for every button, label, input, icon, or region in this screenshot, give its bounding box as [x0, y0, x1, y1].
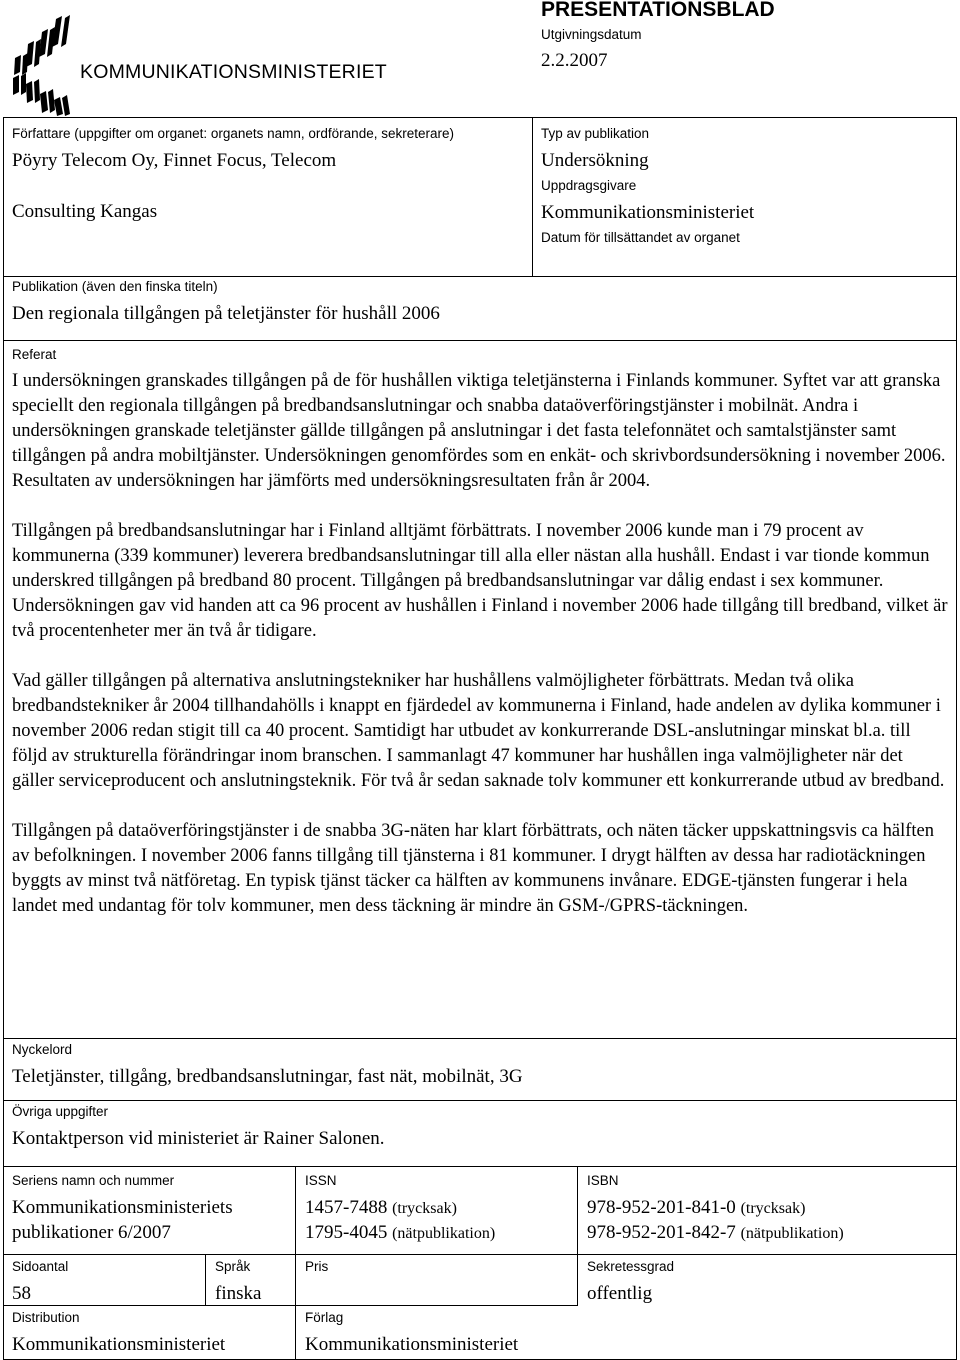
divider-pages	[3, 1254, 957, 1255]
issue-date-label: Utgivningsdatum	[541, 27, 642, 42]
isbn-label: ISBN	[587, 1173, 619, 1188]
isbn-print	[587, 1195, 805, 1221]
divider-publisher	[295, 1305, 577, 1306]
publisher-value: Kommunikationsministeriet	[305, 1334, 519, 1355]
keywords-value: Teletjänster, tillgång, bredbandsanslutningar, fast nät, mobilnät, 3G	[12, 1066, 523, 1087]
commissioner-label: Uppdragsgivare	[541, 178, 637, 193]
other-info-label: Övriga uppgifter	[12, 1104, 109, 1119]
document-type-title: PRESENTATIONSBLAD	[541, 0, 775, 21]
series-line-2: publikationer 6/2007	[12, 1222, 171, 1243]
commissioner-value: Kommunikationsministeriet	[541, 202, 755, 223]
language-label: Språk	[215, 1259, 251, 1274]
isbn-web-number: 978-952-201-842-7	[587, 1222, 736, 1243]
isbn-web	[587, 1220, 844, 1246]
confidentiality-value: offentlig	[587, 1283, 653, 1304]
abstract-body	[12, 369, 948, 944]
abstract-paragraph-1: I undersökningen granskades tillgången på de för hushållen viktiga teletjänsterna i Finlands kommuner. Syftet var att granska speciellt den regionala tillgången på bredbandsanslutningar och snabba dataöverföringstjänster i mobilnät. Andra i undersökningen granskade teletjänster gällde tillgången på anslutningar i det fasta telefonnätet och samtalstjänster samt tillgången på andra mobiltjänster. Undersökningen genomfördes som en enkät- och skrivbordsundersökning i november 2006. Resultaten av undersökningen har jämförts med undersökningsresultaten från år 2004.	[12, 371, 946, 491]
authors-line-2: Consulting Kangas	[12, 201, 158, 222]
divider-other	[3, 1100, 957, 1101]
issn-print	[305, 1195, 457, 1221]
publication-label: Publikation (även den finska titeln)	[12, 279, 218, 294]
pages-label: Sidoantal	[12, 1259, 69, 1274]
divider-series	[3, 1166, 957, 1167]
col-divider-language	[205, 1254, 206, 1305]
isbn-print-note: (trycksak)	[740, 1200, 806, 1217]
abstract-paragraph-2: Tillgången på bredbandsanslutningar har i Finland alltjämt förbättrats. I november 2006 kunde man i 79 procent av kommunerna (339 kommuner) leverera bredbandsanslutningar till alla eller nästan alla hushåll. Endast i var tionde kommun underskred tillgången på bredband 80 procent. Tillgången på bredbandsanslutningar var dålig endast i sex kommuner. Undersökningen gav vid handen att ca 96 procent av hushållen i Finland i november 2006 hade tillgång till bredband, vilket är två procentenheter mer än två år tidigare.	[12, 521, 948, 641]
series-label: Seriens namn och nummer	[12, 1173, 175, 1188]
publisher-label: Förlag	[305, 1310, 344, 1325]
distribution-value: Kommunikationsministeriet	[12, 1334, 226, 1355]
issue-date-value: 2.2.2007	[541, 50, 608, 71]
isbn-print-number: 978-952-201-841-0	[587, 1197, 736, 1218]
series-line-1: Kommunikationsministeriets	[12, 1197, 233, 1218]
col-divider-2	[577, 1166, 578, 1306]
ministry-logo-icon	[10, 14, 76, 116]
distribution-label: Distribution	[12, 1310, 80, 1325]
abstract-label: Referat	[12, 347, 57, 362]
other-info-value: Kontaktperson vid ministeriet är Rainer Salonen.	[12, 1128, 385, 1149]
abstract-paragraph-3: Vad gäller tillgången på alternativa anslutningstekniker har hushållens valmöjligheter förbättrats. Medan två olika bredbandstekniker år 2004 tillhandahölls i knappt en fjärdedel av kommunerna i Finland, hade andelen av dylika kommuner i november 2006 redan stigit till ca 40 procent. Samtidigt har utbudet av konkurrerande DSL-anslutningar minskat bl.a. till följd av strukturella förändringar inom branschen. I sammanlagt 47 kommuner har hushållen inga valmöjligheter när det gäller serviceproducent och anslutningsteknik. För två år sedan saknade tolv kommuner ett konkurrerande utbud av bredband.	[12, 671, 945, 791]
issn-web	[305, 1220, 495, 1246]
publication-type-value: Undersökning	[541, 150, 649, 171]
appointment-date-label: Datum för tillsättandet av organet	[541, 230, 740, 245]
pages-value: 58	[12, 1283, 31, 1304]
issn-print-number: 1457-7488	[305, 1197, 388, 1218]
keywords-label: Nyckelord	[12, 1042, 73, 1057]
ministry-name: KOMMUNIKATIONSMINISTERIET	[80, 61, 387, 83]
col-divider-1	[295, 1166, 296, 1360]
issn-web-number: 1795-4045	[305, 1222, 388, 1243]
issn-label: ISSN	[305, 1173, 337, 1188]
language-value: finska	[215, 1283, 262, 1304]
abstract-paragraph-4: Tillgången på dataöverföringstjänster i de snabba 3G-näten har klart förbättrats, och näten täcker uppskattningsvis ca hälften av befolkningen. I november 2006 fanns tillgång till tjänsterna i 81 kommuner. I drygt hälften av dessa har radiotäckningen byggts av minst två nätföretag. En typisk tjänst täcker ca hälften av kommunens invånare. EDGE-tjänsten fungerar i hela landet med undantag för tolv kommuner, men dess täckning är mindre än GSM-/GPRS-täckningen.	[12, 821, 934, 916]
divider-abstract	[3, 340, 957, 341]
authors-label: Författare (uppgifter om organet: organets namn, ordförande, sekreterare)	[12, 126, 454, 141]
issn-web-note: (nätpublikation)	[392, 1225, 496, 1242]
publication-title: Den regionala tillgången på teletjänster för hushåll 2006	[12, 303, 440, 324]
isbn-web-note: (nätpublikation)	[740, 1225, 844, 1242]
divider-keywords	[3, 1038, 957, 1039]
confidentiality-label: Sekretessgrad	[587, 1259, 675, 1274]
publication-type-label: Typ av publikation	[541, 126, 650, 141]
divider-publication	[3, 276, 957, 277]
issn-print-note: (trycksak)	[392, 1200, 457, 1217]
top-divider	[532, 117, 533, 277]
price-label: Pris	[305, 1259, 329, 1274]
authors-line-1: Pöyry Telecom Oy, Finnet Focus, Telecom	[12, 150, 337, 171]
